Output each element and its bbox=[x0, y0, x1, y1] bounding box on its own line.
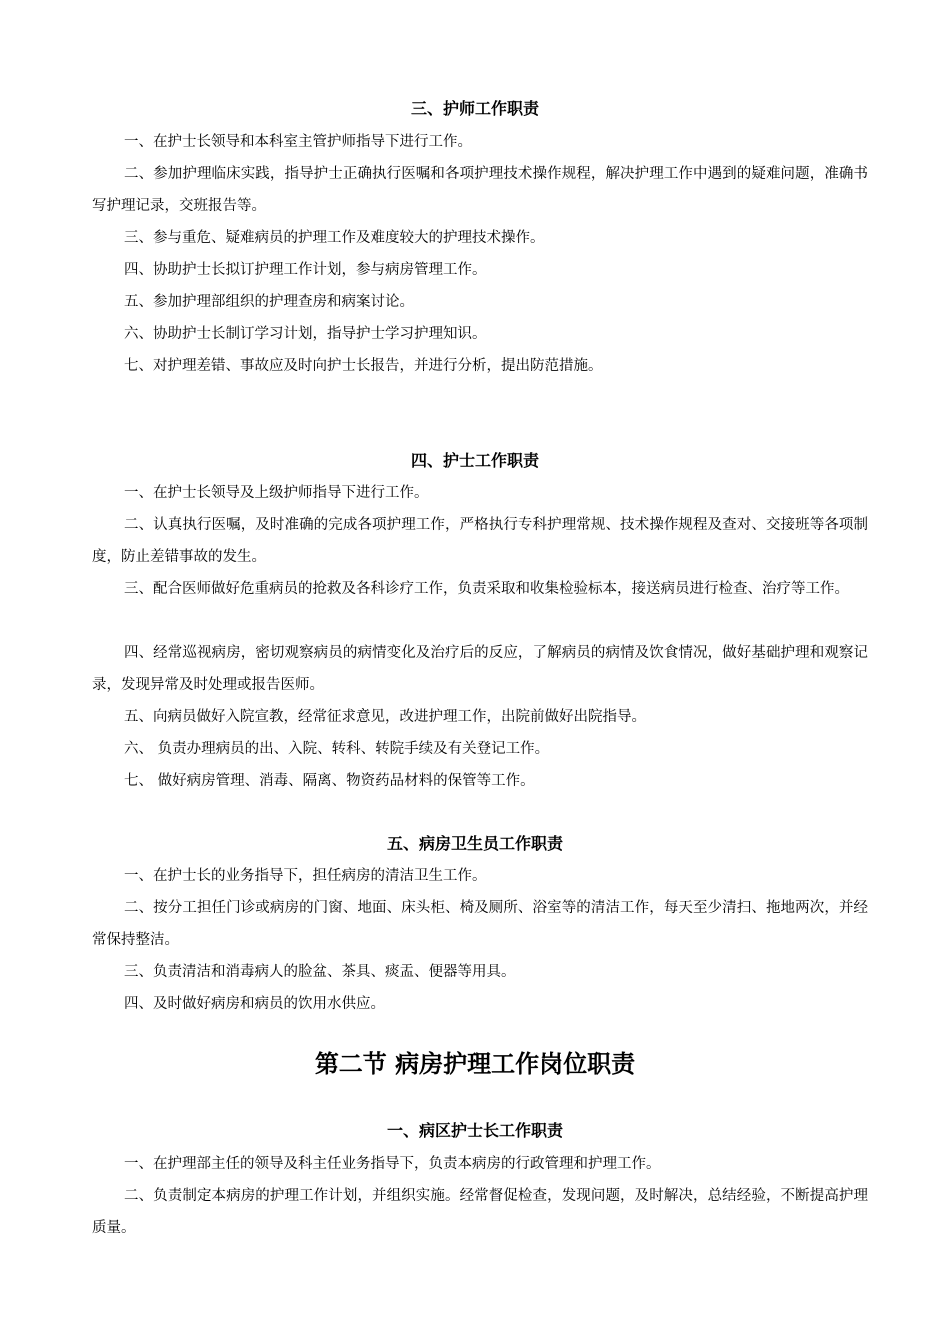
paragraph: 一、在护士长领导和本科室主管护师指导下进行工作。 bbox=[124, 134, 472, 150]
paragraph: 一、在护士长的业务指导下，担任病房的清洁卫生工作。 bbox=[124, 868, 487, 884]
paragraph: 六、协助护士长制订学习计划，指导护士学习护理知识。 bbox=[124, 326, 487, 342]
section-heading-ward-cleaner: 五、病房卫生员工作职责 bbox=[386, 834, 563, 853]
paragraph: 一、在护士长领导及上级护师指导下进行工作。 bbox=[124, 485, 429, 501]
paragraph: 五、参加护理部组织的护理查房和病案讨论。 bbox=[124, 294, 414, 310]
paragraph: 五、向病员做好入院宣教，经常征求意见，改进护理工作，出院前做好出院指导。 bbox=[124, 709, 646, 725]
chapter-heading: 第二节 病房护理工作岗位职责 bbox=[314, 1050, 636, 1078]
paragraph: 七、对护理差错、事故应及时向护士长报告，并进行分析，提出防范措施。 bbox=[124, 358, 603, 374]
paragraph: 二、认真执行医嘱，及时准确的完成各项护理工作，严格执行专科护理常规、技术操作规程及查对、交接班等各项制度，防止差错事故的发生。 bbox=[92, 517, 868, 565]
section-heading-nurse: 四、护士工作职责 bbox=[410, 451, 539, 470]
paragraph: 四、经常巡视病房，密切观察病员的病情变化及治疗后的反应，了解病员的病情及饮食情况，做好基础护理和观察记录，发现异常及时处理或报告医师。 bbox=[92, 645, 868, 693]
paragraph: 七、 做好病房管理、消毒、隔离、物资药品材料的保管等工作。 bbox=[124, 773, 535, 789]
paragraph: 二、参加护理临床实践，指导护士正确执行医嘱和各项护理技术操作规程，解决护理工作中遇到的疑难问题，准确书写护理记录，交班报告等。 bbox=[92, 166, 868, 214]
paragraph: 一、在护理部主任的领导及科主任业务指导下，负责本病房的行政管理和护理工作。 bbox=[124, 1156, 661, 1172]
section-heading-head-nurse: 一、病区护士长工作职责 bbox=[386, 1121, 563, 1140]
section-heading-nurse-practitioner: 三、护师工作职责 bbox=[410, 99, 539, 118]
paragraph: 三、参与重危、疑难病员的护理工作及难度较大的护理技术操作。 bbox=[124, 230, 545, 246]
paragraph: 二、负责制定本病房的护理工作计划，并组织实施。经常督促检查，发现问题，及时解决，总结经验，不断提高护理质量。 bbox=[92, 1188, 868, 1236]
paragraph: 三、配合医师做好危重病员的抢救及各科诊疗工作，负责采取和收集检验标本，接送病员进行检查、治疗等工作。 bbox=[124, 581, 849, 597]
paragraph: 四、协助护士长拟订护理工作计划，参与病房管理工作。 bbox=[124, 262, 487, 278]
paragraph: 四、及时做好病房和病员的饮用水供应。 bbox=[124, 996, 385, 1012]
paragraph: 六、 负责办理病员的出、入院、转科、转院手续及有关登记工作。 bbox=[124, 741, 550, 757]
paragraph: 三、负责清洁和消毒病人的脸盆、茶具、痰盂、便器等用具。 bbox=[124, 964, 516, 980]
paragraph: 二、按分工担任门诊或病房的门窗、地面、床头柜、椅及厕所、浴室等的清洁工作，每天至少清扫、拖地两次，并经常保持整洁。 bbox=[92, 900, 868, 948]
